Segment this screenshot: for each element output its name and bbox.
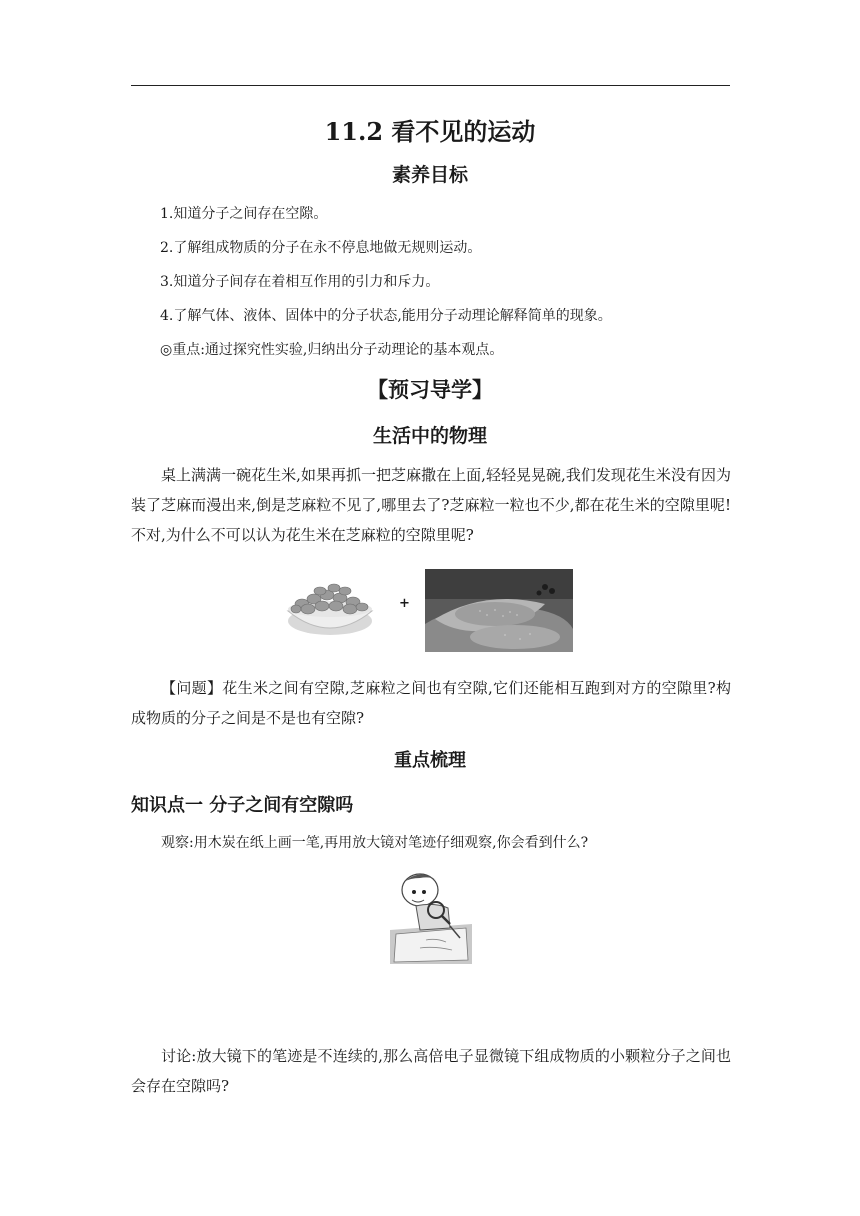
- plus-sign: +: [399, 596, 410, 611]
- peanut-bowl-image: [280, 571, 380, 639]
- life-physics-heading: 生活中的物理: [372, 425, 487, 447]
- goal-item: 3.知道分子间存在着相互作用的引力和斥力。: [160, 274, 440, 290]
- key-points-heading: 重点梳理: [394, 750, 466, 771]
- question-paragraph: 【问题】花生米之间有空隙,芝麻粒之间也有空隙,它们还能相互跑到对方的空隙里?构成物质的分子之间是不是也有空隙?: [131, 679, 731, 727]
- key-point-note: ◎重点:通过探究性实验,归纳出分子动理论的基本观点。: [160, 342, 504, 358]
- life-paragraph: 桌上满满一碗花生米,如果再抓一把芝麻撒在上面,轻轻晃晃碗,我们发现花生米没有因为装了芝麻而漫出来,倒是芝麻粒不见了,哪里去了?芝麻粒一粒也不少,都在花生米的空隙里呢!不对,为什么不可以认为花生米在芝麻粒的空隙里呢?: [131, 466, 731, 544]
- goals-heading: 素养目标: [391, 164, 468, 186]
- observation-text: 观察:用木炭在纸上画一笔,再用放大镜对笔迹仔细观察,你会看到什么?: [161, 835, 589, 851]
- goal-item: 2.了解组成物质的分子在永不停息地做无规则运动。: [160, 240, 482, 256]
- header-rule: [131, 85, 730, 86]
- sesame-hand-image: [425, 569, 573, 652]
- goal-item: 1.知道分子之间存在空隙。: [160, 206, 328, 222]
- preview-heading: 【预习导学】: [367, 378, 493, 402]
- knowledge-point-heading: 知识点一 分子之间有空隙吗: [131, 795, 354, 816]
- discussion-paragraph: 讨论:放大镜下的笔迹是不连续的,那么高倍电子显微镜下组成物质的小颗粒分子之间也会存在空隙吗?: [131, 1047, 731, 1095]
- goal-item: 4.了解气体、液体、固体中的分子状态,能用分子动理论解释简单的现象。: [160, 308, 612, 324]
- page-title: 11.2 看不见的运动: [324, 117, 536, 146]
- boy-magnifier-illustration: [390, 868, 472, 964]
